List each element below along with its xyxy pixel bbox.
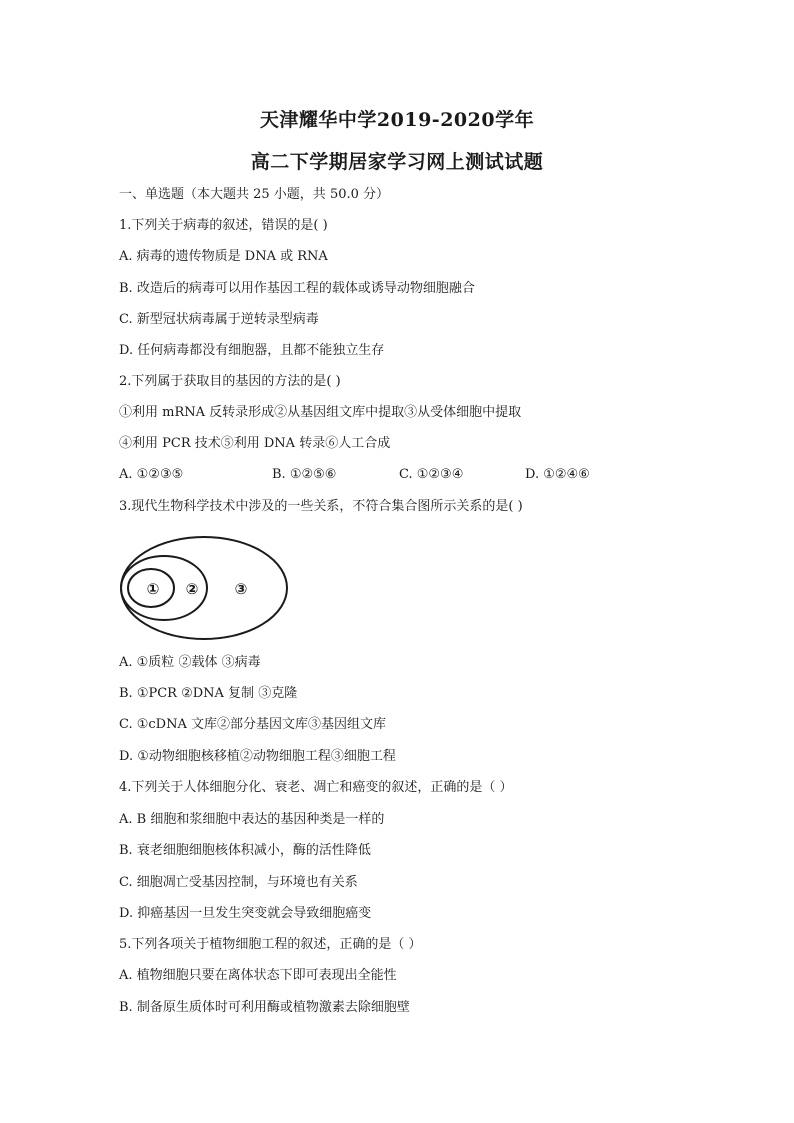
nested-set-diagram xyxy=(118,533,293,643)
question-2-items-line2: ④利用 PCR 技术⑤利用 DNA 转录⑥人工合成 xyxy=(119,436,391,451)
question-1-option-a: A. 病毒的遗传物质是 DNA 或 RNA xyxy=(119,249,328,264)
question-4-option-c: C. 细胞凋亡受基因控制，与环境也有关系 xyxy=(119,875,358,890)
question-5-stem: 5.下列各项关于植物细胞工程的叙述，正确的是（ ） xyxy=(119,937,422,952)
question-2-stem: 2.下列属于获取目的基因的方法的是( ) xyxy=(119,374,341,389)
question-2-option-d: D. ①②④⑥ xyxy=(525,467,590,482)
question-3-option-c: C. ①cDNA 文库②部分基因文库③基因组文库 xyxy=(119,717,387,732)
question-5-option-b: B. 制备原生质体时可利用酶或植物激素去除细胞壁 xyxy=(119,1000,410,1015)
question-4-option-a: A. B 细胞和浆细胞中表达的基因种类是一样的 xyxy=(119,812,385,827)
question-3-option-b: B. ①PCR ②DNA 复制 ③克隆 xyxy=(119,686,298,701)
exam-title-line1: 天津耀华中学2019-2020学年 xyxy=(259,109,535,131)
question-1-option-d: D. 任何病毒都没有细胞器，且都不能独立生存 xyxy=(119,343,385,358)
section-heading: 一、单选题（本大题共 25 小题，共 50.0 分） xyxy=(119,187,390,202)
question-3-stem: 3.现代生物科学技术中涉及的一些关系，不符合集合图所示关系的是( ) xyxy=(119,499,523,514)
question-2-option-a: A. ①②③⑤ xyxy=(119,467,184,482)
question-2-option-b: B. ①②⑤⑥ xyxy=(272,467,337,482)
question-4-stem: 4.下列关于人体细胞分化、衰老、凋亡和癌变的叙述，正确的是（ ） xyxy=(119,780,513,795)
question-4-option-b: B. 衰老细胞细胞核体积减小，酶的活性降低 xyxy=(119,843,371,858)
set-label-1: ① xyxy=(146,580,160,598)
question-1-stem: 1.下列关于病毒的叙述，错误的是( ) xyxy=(119,218,328,233)
question-3-option-d: D. ①动物细胞核移植②动物细胞工程③细胞工程 xyxy=(119,749,396,764)
question-1-option-c: C. 新型冠状病毒属于逆转录型病毒 xyxy=(119,312,319,327)
set-label-2: ② xyxy=(185,580,199,598)
question-2-items-line1: ①利用 mRNA 反转录形成②从基因组文库中提取③从受体细胞中提取 xyxy=(119,405,522,420)
question-1-option-b: B. 改造后的病毒可以用作基因工程的载体或诱导动物细胞融合 xyxy=(119,281,475,296)
set-label-3: ③ xyxy=(234,580,248,598)
question-2-options-row xyxy=(119,467,679,485)
exam-title-line2: 高二下学期居家学习网上测试试题 xyxy=(250,151,544,173)
question-5-option-a: A. 植物细胞只要在离体状态下即可表现出全能性 xyxy=(119,968,397,983)
question-3-option-a: A. ①质粒 ②载体 ③病毒 xyxy=(119,655,261,670)
question-2-option-c: C. ①②③④ xyxy=(399,467,464,482)
question-4-option-d: D. 抑癌基因一旦发生突变就会导致细胞癌变 xyxy=(119,906,372,921)
